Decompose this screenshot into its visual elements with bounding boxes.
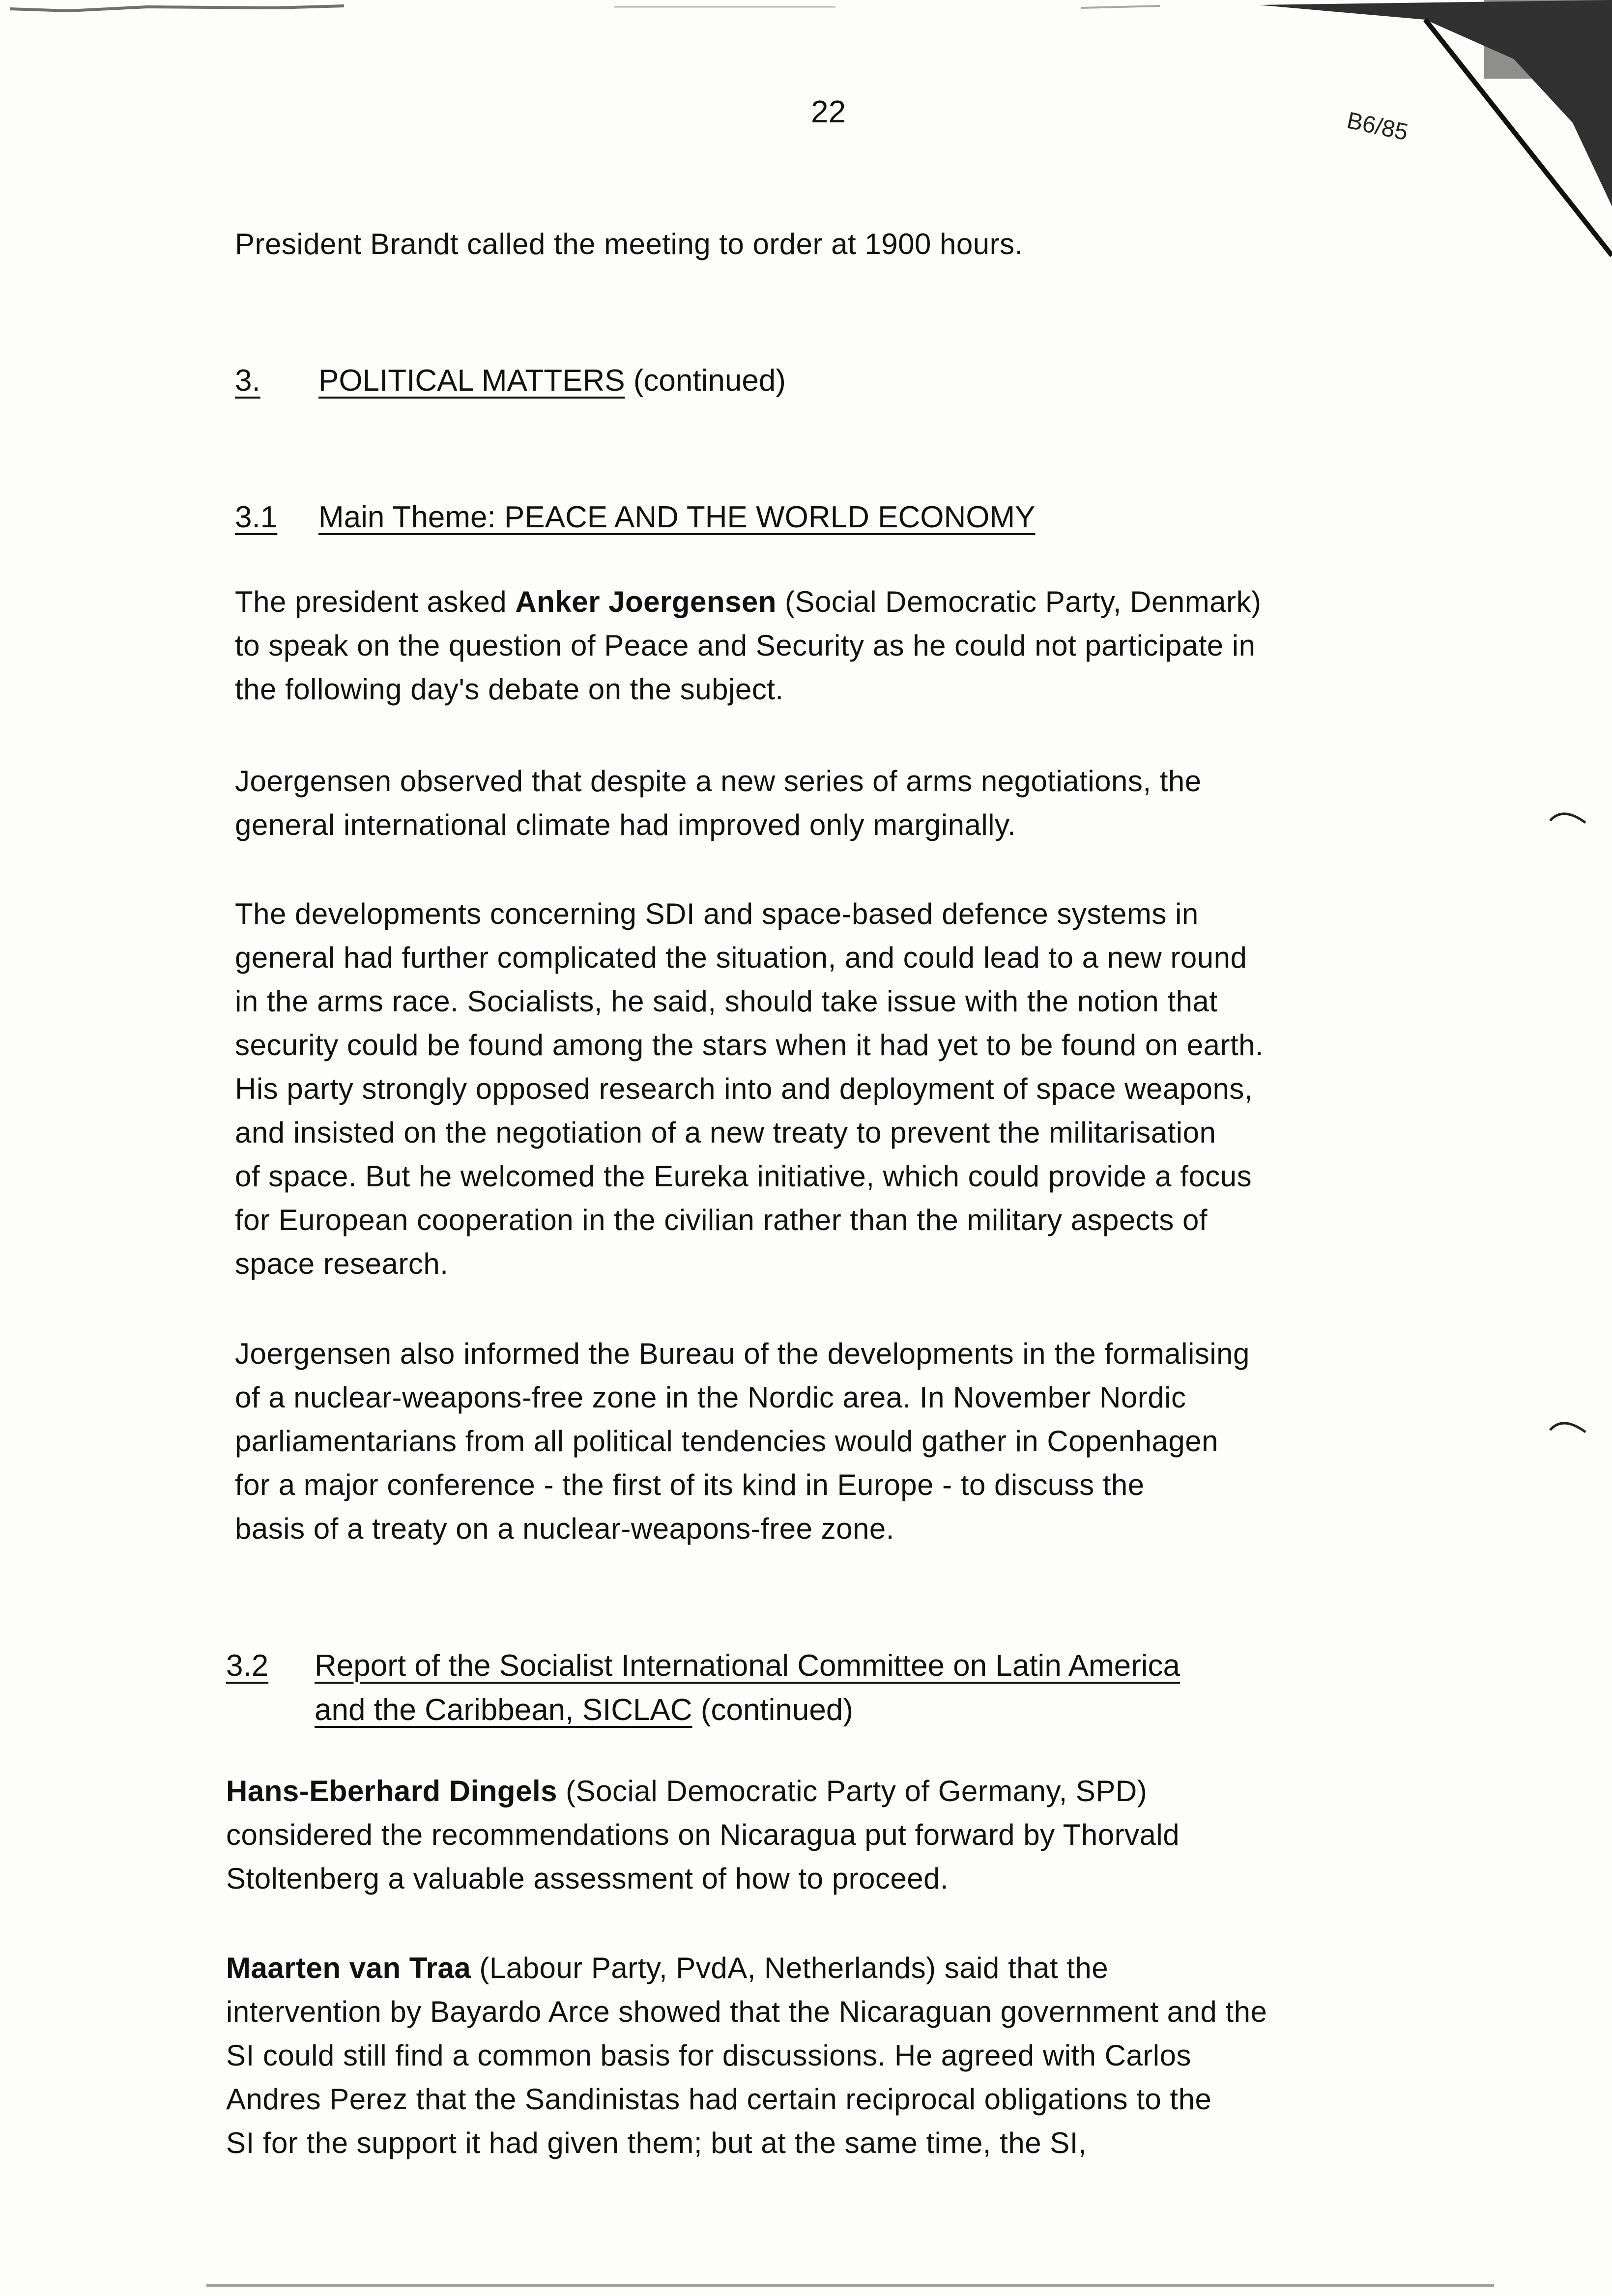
- section-number: 3.2: [226, 1649, 269, 1683]
- paragraph-van-traa: [226, 1946, 1267, 2165]
- paragraph-joergensen-intro: [235, 580, 1262, 711]
- paragraph-arms-negotiations: Joergensen observed that despite a new series of arms negotiations, the general international climate had improved only marginally.: [235, 765, 1202, 841]
- paragraph-text: The president asked: [235, 585, 516, 618]
- speaker-name: Anker Joergensen: [515, 585, 777, 618]
- scan-edge-bottom: [206, 2284, 1494, 2287]
- paragraph-nordic-zone: Joergensen also informed the Bureau of the developments in the formalising of a nuclear-weapons-free zone in the Nordic area. In November Nordic parliamentarians from all political tendencies would gather in Copenhagen for a major conference - the first of its kind in Europe - to discuss the basis of a treaty on a nuclear-weapons-free zone.: [235, 1337, 1250, 1545]
- section-3-1-heading: [235, 495, 1035, 540]
- speaker-name: Maarten van Traa: [226, 1952, 471, 1984]
- section-title: and the Caribbean, SICLAC: [315, 1693, 692, 1727]
- section-suffix: (continued): [625, 364, 786, 398]
- speaker-name: Hans-Eberhard Dingels: [226, 1775, 557, 1808]
- paragraph-text: (Social Democratic Party of Germany, SPD) considered the recommendations on Nicaragua put forward by Thorvald Stoltenberg a valuable assessment of how to proceed.: [226, 1775, 1180, 1895]
- punch-mark: [1548, 1415, 1587, 1435]
- section-title: Report of the Socialist International Committee on Latin America: [315, 1649, 1180, 1683]
- section-suffix: (continued): [692, 1693, 854, 1727]
- section-3-heading: [235, 359, 786, 403]
- section-title: Main Theme: PEACE AND THE WORLD ECONOMY: [318, 500, 1036, 534]
- section-number: 3.1: [235, 500, 278, 534]
- paragraph-text: (Social Democratic Party, Denmark) to speak on the question of Peace and Security as he could not participate in the following day's debate on the subject.: [235, 585, 1262, 706]
- paragraph-sdi: The developments concerning SDI and space-based defence systems in general had further complicated the situation, and could lead to a new round in the arms race. Socialists, he said, should take issue with the notion that security could be found among the stars when it had yet to be found on earth. His party strongly opposed research into and deployment of space weapons, and insisted on the negotiation of a new treaty to prevent the militarisation of space. But he welcomed the Eureka initiative, which could provide a focus for European cooperation in the civilian rather than the military aspects of space research.: [235, 897, 1264, 1280]
- paragraph-dingels: [226, 1769, 1180, 1900]
- punch-mark: [1548, 806, 1587, 826]
- section-number: 3.: [235, 364, 260, 398]
- opening-line: President Brandt called the meeting to order at 1900 hours.: [235, 228, 1023, 260]
- section-3-2-heading: [226, 1644, 1180, 1732]
- corner-stamp: B6/85: [1344, 107, 1410, 146]
- page-number: 22: [811, 94, 846, 129]
- section-title: POLITICAL MATTERS: [318, 364, 625, 398]
- paragraph-text: (Labour Party, PvdA, Netherlands) said that the intervention by Bayardo Arce showed that the Nicaraguan government and the SI could still find a common basis for discussions. He agreed with Carlos Andres Perez that the Sandinistas had certain reciprocal obligations to the SI for the support it had given them; but at the same time, the SI,: [226, 1952, 1267, 2159]
